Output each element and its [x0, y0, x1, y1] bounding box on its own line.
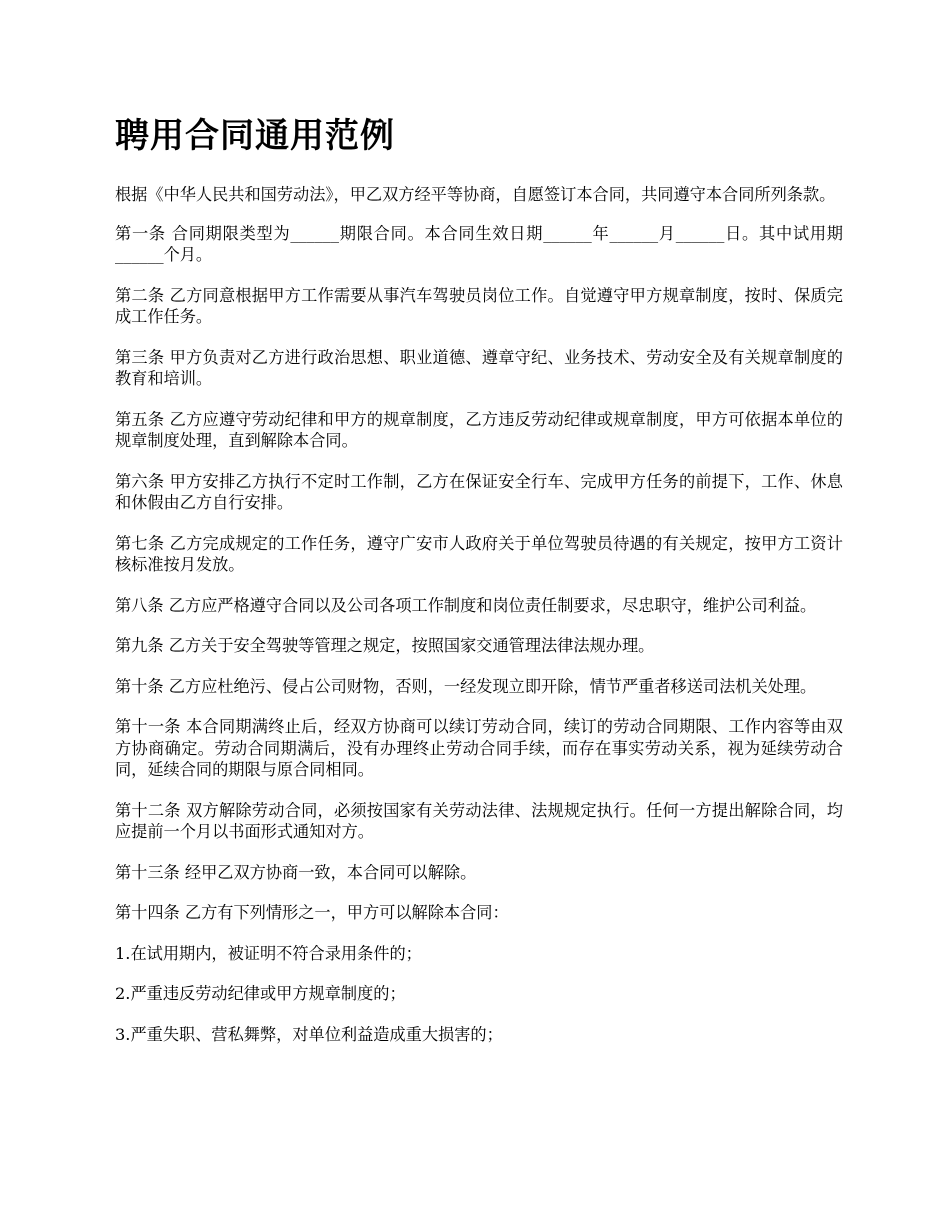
paragraph-article-3: 第三条 甲方负责对乙方进行政治思想、职业道德、遵章守纪、业务技术、劳动安全及有关规章制度的教育和培训。	[115, 347, 843, 388]
paragraph-article-2: 第二条 乙方同意根据甲方工作需要从事汽车驾驶员岗位工作。自觉遵守甲方规章制度，按时、保质完成工作任务。	[115, 285, 843, 326]
paragraph-article-9: 第九条 乙方关于安全驾驶等管理之规定，按照国家交通管理法律法规办理。	[115, 636, 655, 655]
paragraph-article-1: 第一条 合同期限类型为______期限合同。本合同生效日期______年______月______日。其中试用期______个月。	[115, 223, 843, 264]
paragraph-article-13: 第十三条 经甲乙双方协商一致，本合同可以解除。	[115, 862, 477, 882]
list-item-3: 3.严重失职、营私舞弊，对单位利益造成重大损害的；	[115, 1024, 503, 1044]
paragraph-article-10: 第十条 乙方应杜绝污、侵占公司财物，否则，一经发现立即开除，情节严重者移送司法机关处理。	[115, 676, 817, 696]
paragraph-article-14: 第十四条 乙方有下列情形之一，甲方可以解除本合同：	[115, 903, 509, 922]
document-page	[115, 112, 843, 1064]
paragraph-article-7: 第七条 乙方完成规定的工作任务，遵守广安市人政府关于单位驾驶员待遇的有关规定，按甲方工资计核标准按月发放。	[115, 533, 843, 574]
list-item-2: 2.严重违反劳动纪律或甲方规章制度的；	[115, 984, 406, 1003]
paragraph-preamble: 根据《中华人民共和国劳动法》，甲乙双方经平等协商，自愿签订本合同，共同遵守本合同所列条款。	[115, 185, 836, 204]
document-title: 聘用合同通用范例	[115, 116, 395, 156]
paragraph-article-8: 第八条 乙方应严格遵守合同以及公司各项工作制度和岗位责任制要求，尽忠职守，维护公司利益。	[115, 595, 817, 615]
paragraph-article-11: 第十一条 本合同期满终止后，经双方协商可以续订劳动合同，续订的劳动合同期限、工作内容等由双方协商确定。劳动合同期满后，没有办理终止劳动合同手续，而存在事实劳动关系，视为延续劳动合同，延续合同的期限与原合同相同。	[115, 717, 843, 779]
paragraph-article-5: 第五条 乙方应遵守劳动纪律和甲方的规章制度，乙方违反劳动纪律或规章制度，甲方可依据本单位的规章制度处理，直到解除本合同。	[115, 409, 843, 450]
paragraph-article-12: 第十二条 双方解除劳动合同，必须按国家有关劳动法律、法规规定执行。任何一方提出解除合同，均应提前一个月以书面形式通知对方。	[115, 800, 843, 841]
paragraph-article-6: 第六条 甲方安排乙方执行不定时工作制，乙方在保证安全行车、完成甲方任务的前提下，工作、休息和休假由乙方自行安排。	[115, 471, 843, 512]
list-item-1: 1.在试用期内，被证明不符合录用条件的；	[115, 943, 422, 963]
